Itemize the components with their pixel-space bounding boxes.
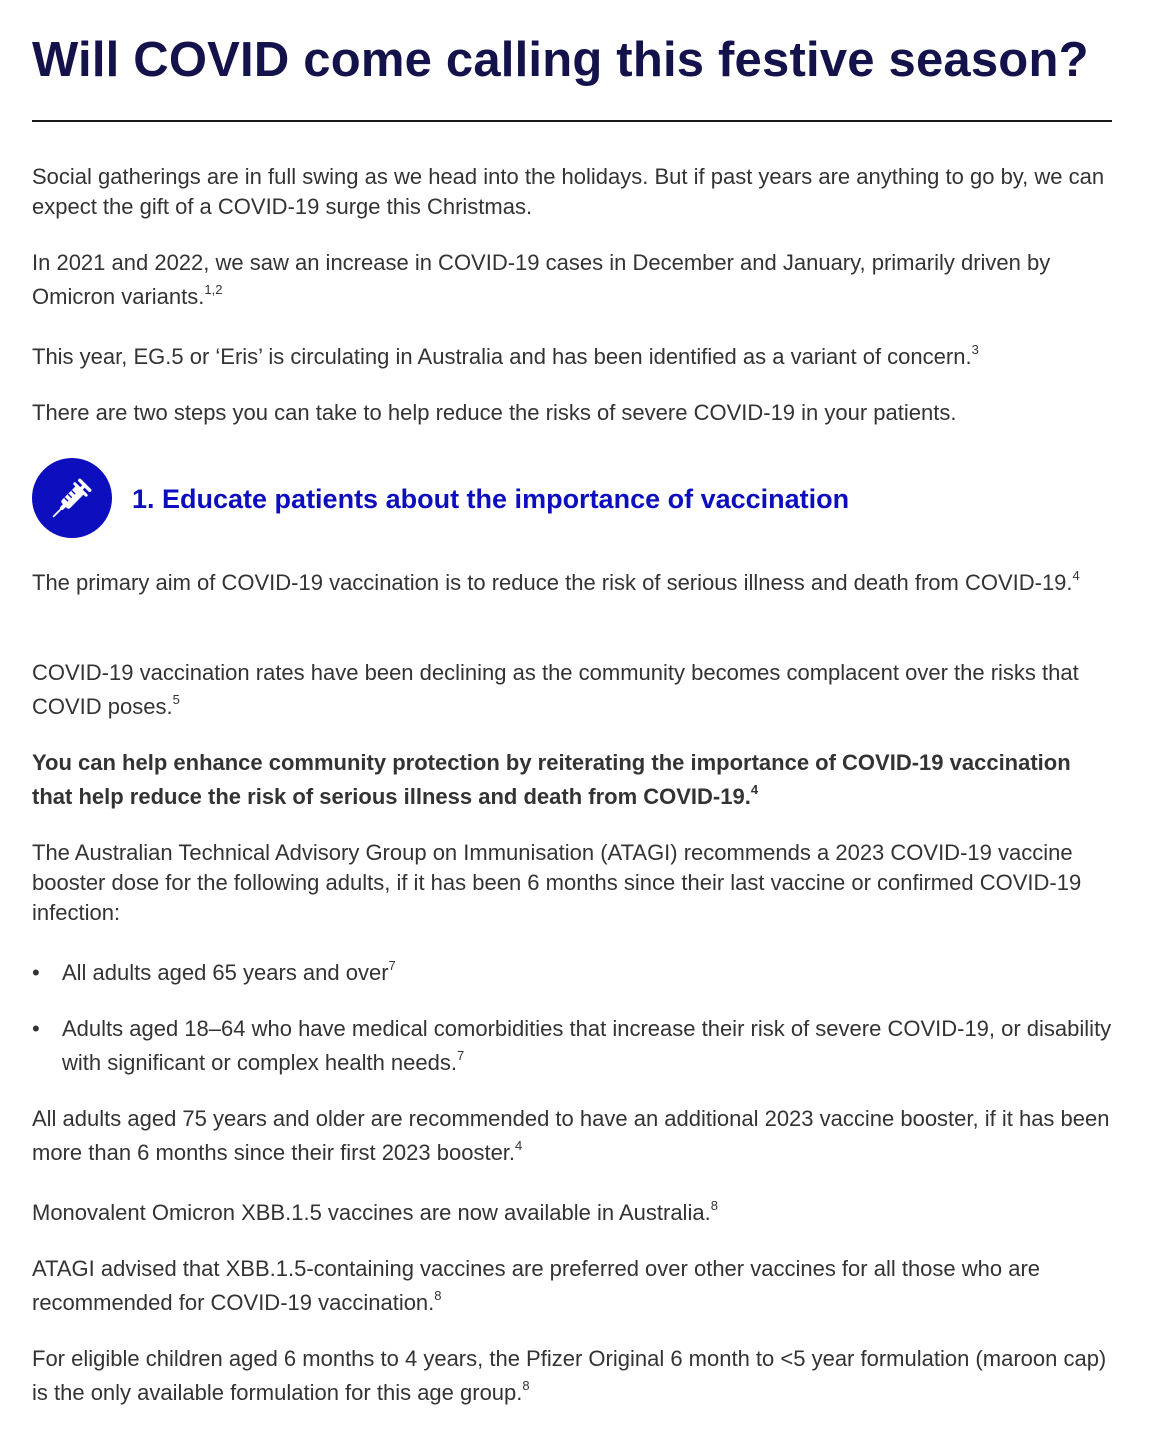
body-paragraph-text: For eligible children aged 6 months to 4 years, the Pfizer Original 6 month to <5 year formulation (maroon cap) is the only available formulation for this age group. [32, 1346, 1107, 1405]
footnote-reference: 8 [522, 1377, 530, 1393]
intro-paragraph-text: In 2021 and 2022, we saw an increase in COVID-19 cases in December and January, primarily driven by Omicron variants. [32, 250, 1051, 309]
footnote-reference: 3 [971, 341, 979, 357]
section-heading: 1. Educate patients about the importance of vaccination [132, 484, 850, 514]
footnote-reference: 4 [750, 781, 759, 797]
footnote-reference: 8 [434, 1287, 442, 1303]
list-item-text: Adults aged 18–64 who have medical comorbidities that increase their risk of severe COVID-19, or disability with significant or complex health needs. [62, 1016, 1112, 1075]
intro-paragraph [32, 246, 1114, 314]
body-paragraph [32, 566, 1114, 600]
body-paragraph [32, 1196, 1114, 1230]
footnote-reference: 4 [515, 1137, 523, 1153]
page-title: Will COVID come calling this festive season? [32, 33, 1089, 87]
title-divider [32, 120, 1112, 122]
body-paragraph-text: ATAGI advised that XBB.1.5-containing vaccines are preferred over other vaccines for all those who are recommended for COVID-19 vaccination. [32, 1256, 1041, 1315]
footnote-reference: 8 [710, 1197, 718, 1213]
body-paragraph-text: All adults aged 75 years and older are recommended to have an additional 2023 vaccine booster, if it has been more than 6 months since their first 2023 booster. [32, 1106, 1110, 1165]
intro-paragraph [32, 162, 1114, 222]
list-item [32, 1012, 1114, 1080]
intro-paragraph [32, 396, 1114, 430]
syringe-icon [32, 458, 112, 538]
body-paragraph [32, 838, 1114, 928]
intro-paragraph-text: There are two steps you can take to help reduce the risks of severe COVID-19 in your patients. [32, 400, 957, 425]
eligibility-list [32, 956, 1114, 1080]
intro-paragraph-text: This year, EG.5 or ‘Eris’ is circulating in Australia and has been identified as a variant of concern. [32, 344, 972, 369]
body-paragraph [32, 1252, 1114, 1320]
intro-paragraph-text: Social gatherings are in full swing as we head into the holidays. But if past years are anything to go by, we can expect the gift of a COVID-19 surge this Christmas. [32, 164, 1105, 219]
footnote-reference: 5 [172, 691, 180, 707]
body-paragraph [32, 656, 1114, 724]
body-paragraph-text: The Australian Technical Advisory Group on Immunisation (ATAGI) recommends a 2023 COVID-19 vaccine booster dose for the following adults, if it has been 6 months since their last vaccine or confirmed COVID-19 infection: [32, 840, 1082, 925]
bullet-icon: • [32, 960, 40, 985]
key-message-text: You can help enhance community protection by reiterating the importance of COVID-19 vaccination that help reduce the risk of serious illness and death from COVID-19. [32, 750, 1071, 809]
bullet-icon: • [32, 1016, 40, 1041]
body-paragraph-text: The primary aim of COVID-19 vaccination is to reduce the risk of serious illness and death from COVID-19. [32, 570, 1073, 595]
footnote-reference: 7 [457, 1047, 465, 1063]
intro-paragraph [32, 340, 1114, 374]
footnote-reference: 7 [388, 957, 396, 973]
list-item-text: All adults aged 65 years and over [62, 960, 389, 985]
body-paragraph-text: Monovalent Omicron XBB.1.5 vaccines are now available in Australia. [32, 1200, 711, 1225]
body-paragraph-text: COVID-19 vaccination rates have been declining as the community becomes complacent over the risks that COVID poses. [32, 660, 1079, 719]
list-item [32, 956, 1114, 990]
footnote-reference: 4 [1072, 567, 1080, 583]
key-message-paragraph [32, 746, 1114, 814]
body-paragraph [32, 1342, 1114, 1410]
body-paragraph [32, 1102, 1114, 1170]
section-header [32, 458, 1112, 538]
footnote-reference: 1,2 [204, 281, 223, 297]
